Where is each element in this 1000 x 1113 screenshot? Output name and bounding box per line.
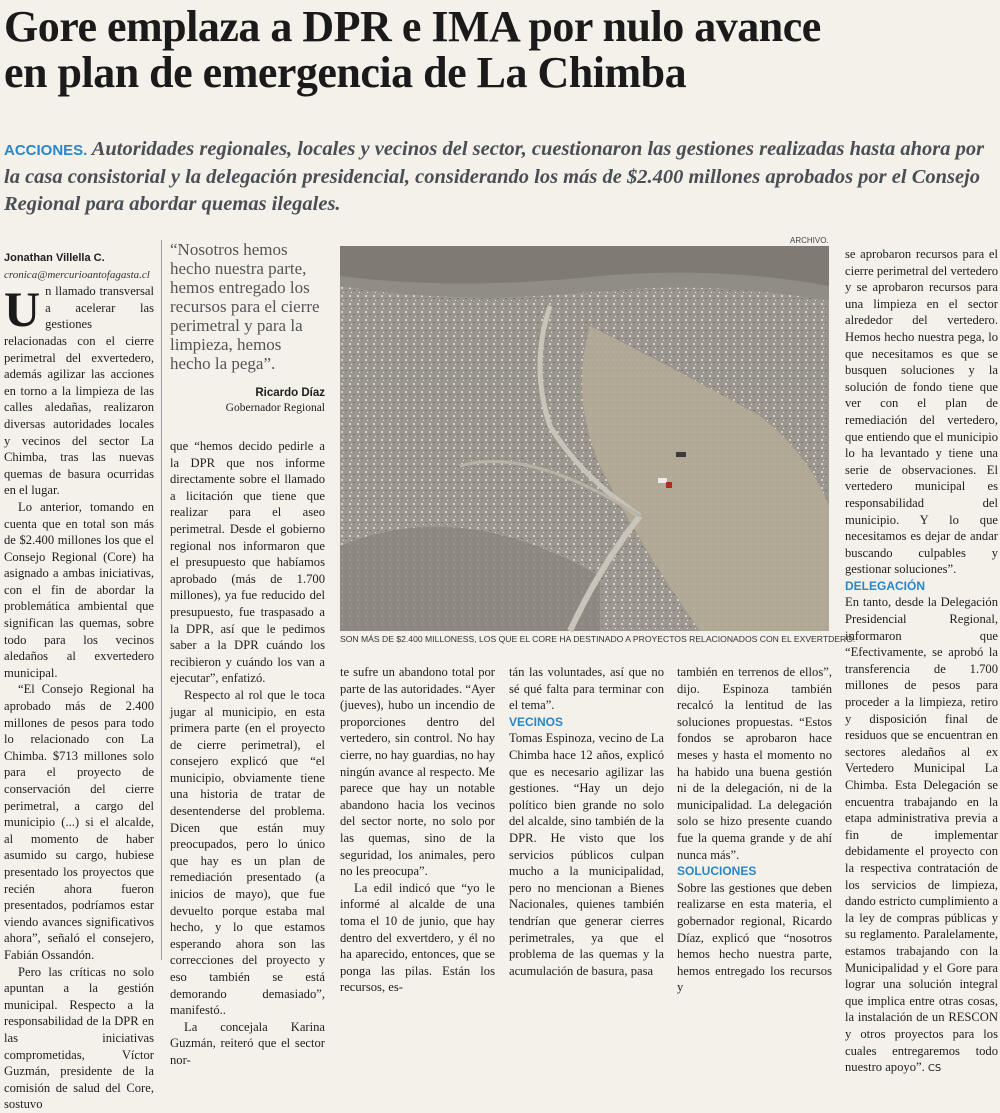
deck	[4, 136, 996, 218]
col1-paragraph-2: Lo anterior, tomando en cuenta que en total son más de $2.400 millones los que el Consejo Regional (Core) ha asignado a ambas iniciativas, con el fin de abordar la problemática ambiental que significan las quemas, sobre todo para los vecinos aledaños al exvertedero municipal.	[4, 499, 154, 680]
col6-paragraph-2-text: En tanto, desde la Delegación Presidencial Regional, informaron que “Efectivamente, se aprobó la transferencia de 1.700 millones de pesos para proceder a la limpieza, retiro y disposición final de residuos que se encuentran en sectores aledaños al ex Vertedero Municipal La Chimba. Esta Delegación se encuentra trabajando en la etapa administrativa previa a fin de implementar debidamente el proyecto con la respectiva contratación de los servicios de limpieza, dando estricto cumplimiento a la ley de compras públicas y su reglamento. Paralelamente, estamos trabajando con la Municipalidad y el Gore para lograr una solución integral que implica entre otras cosas, la instalación de un RESCON y otros proyectos para los cuales entregaremos todo nuestro apoyo”.	[845, 595, 998, 1075]
col2-paragraph-2: Respecto al rol que le toca jugar al municipio, en esta primera parte (en el proyecto de cierre perimetral), el consejero explicó que “el municipio, obviamente tiene una historia de tratar de desentenderse del problema. Dicen que están muy preocupados, pero lo único que hay es un plan de remediación presentado (a inicios de mayo), que fue devuelto porque estaba mal hecho, y lo que estamos esperando ahora son las correcciones del proyecto y eso también se está demorando demasiado”, manifestó..	[170, 687, 325, 1018]
pull-quote: “Nosotros hemos hecho nuestra parte, hemos entregado los recursos para el cierre perimetral y para la limpieza, hemos hecho la pega”.	[170, 240, 320, 373]
col5-paragraph-1: también en terrenos de ellos”, dijo. Espinoza también recalcó la lentitud de las soluciones propuestas. “Estos fondos se aprobaron hace meses y hasta el momento no ha habido una buena gestión ni de la delegación, ni de la municipalidad. La delegación solo se hizo presente cuando fue la quema grande y de ahí nunca más”.	[677, 665, 832, 862]
pull-quote-role: Gobernador Regional	[225, 402, 325, 414]
column-4	[509, 664, 664, 978]
byline-author: Jonathan Villella C.	[4, 252, 105, 264]
col1-paragraph-3: “El Consejo Regional ha aprobado más de 2.400 millones de pesos para todo lo relacionado con La Chimba. $713 millones solo para el proyecto de conservación del cierre perimetral, a cargo del municipio (...) si el alcalde, al momento de haber asumido su cargo, hubiese presentado los proyectos que recién ahora fueron presentados, podríamos estar viendo avances significativos ahora”, señaló el consejero, Fabián Ossandón.	[4, 682, 154, 962]
column-5	[677, 664, 832, 995]
col6-paragraph-1: se aprobaron recursos para el cierre perimetral del vertedero y se aprobaron recursos para una limpieza en el sector alrededor del vertedero. Hemos hecho nuestra pega, lo que necesitamos es que se busquen soluciones y la solución de fondo tiene que ver con el plan de remediación del vertedero, que entiendo que el municipio lo ha levantado y tiene una serie de observaciones. El vertedero municipal es responsabilidad del municipio. Y lo que necesitamos es dejar de andar buscando culpables y gestionar soluciones”.	[845, 247, 998, 577]
col1-paragraph-4: Pero las críticas no solo apuntan a la gestión municipal. Respecto a la responsabilidad de la DPR en las iniciativas comprometidas, Víctor Guzmán, presidente de la comisión de salud del Core, sostuvo	[4, 964, 154, 1112]
end-mark: CS	[927, 1063, 942, 1075]
landfill-photo	[340, 246, 829, 631]
pull-quote-name: Ricardo Díaz	[255, 387, 325, 399]
col3-paragraph-2: La edil indicó que “yo le informé al alcalde de una toma el 10 de junio, que hay dentro del exvertdero, y él no ha aparecido, entonces, que se ponga las pilas. Están los recursos, es-	[340, 880, 495, 995]
photo-credit: ARCHIVO.	[790, 236, 829, 245]
pull-quote-attribution	[170, 386, 325, 416]
subhead-vecinos: VECINOS	[509, 714, 564, 729]
col5-paragraph-2: Sobre las gestiones que deben realizarse en esta materia, el gobernador regional, Ricardo Díaz, explicó que “nosotros hemos hecho nuestra parte, hemos entregado los recursos y	[677, 880, 832, 995]
deck-tag: ACCIONES.	[4, 142, 88, 159]
col2-paragraph-1: que “hemos decido pedirle a la DPR que nos informe directamente sobre el llamado a licitación que tiene que realizar para el aseo perimetral. Desde el gobierno regional nos informaron que el presupuesto que habíamos aprobado (más de 1.700 millones), ya fue reducido del presupuesto, fue traspasado a la DPR, así que le pedimos saber a la DPR cuándo los recibieron y cuándo los van a ejecutar”, enfatizó.	[170, 439, 325, 686]
col3-paragraph-1: te sufre un abandono total por parte de las autoridades. “Ayer (jueves), hubo un incendio de proporciones dentro del vertedero, sin control. No hay cierre, no hay guardias, no hay ningún avance al respecto. Me parece que hay un notable abandono hacia los vecinos del sector norte, no solo por las quemas, sino de la seguridad, los animales, pero no les preocupa”.	[340, 665, 495, 879]
col4-paragraph-1: tán las voluntades, así que no sé qué falta para terminar con el tema”.	[509, 665, 664, 713]
column-divider	[161, 240, 162, 960]
subhead-soluciones: SOLUCIONES	[677, 864, 757, 879]
column-6	[845, 246, 998, 1075]
byline-email: cronica@mercurioantofagasta.cl	[4, 268, 150, 281]
col1-paragraph-1	[4, 283, 154, 499]
col4-paragraph-2: Tomas Espinoza, vecino de La Chimba hace 12 años, explicó que es necesario agilizar las gestiones. “Hay un dejo político bien grande no solo del alcalde, sino también de la DPR. He visto que los servicios públicos culpan mucho a la municipalidad, pero no mencionan a Bienes Nacionales, quienes también tendrían que generar cierres perimetrales, ya que el problema de las quemas y la acumulación de basura, pasa	[509, 731, 664, 978]
subhead-delegacion: DELEGACIÓN	[845, 578, 926, 593]
deck-text: Autoridades regionales, locales y vecinos del sector, cuestionaron las gestiones realizadas hasta ahora por la casa consistorial y la delegación presidencial, considerando los más de $2.400 millones aprobados por el Consejo Regional para abordar quemas ilegales.	[4, 138, 985, 215]
headline-line-2: en plan de emergencia de La Chimba	[4, 48, 687, 97]
col1-paragraph-1-text: n llamado transversal a acelerar las gestiones relacionadas con el cierre perimetral del exvertedero, además agilizar las acciones en torno a la limpieza de las calles aledañas, realizaron diversas autoridades locales y vecinos del sector La Chimba, tras las nuevas quemas de basura ocurridas en el lugar.	[4, 284, 154, 498]
photo-caption: SON MÁS DE $2.400 MILLONESS, LOS QUE EL CORE HA DESTINADO A PROYECTOS RELACIONADOS CON EL EXVERTDERO.	[340, 634, 856, 644]
headline-line-1: Gore emplaza a DPR e IMA por nulo avance	[4, 2, 821, 51]
headline	[4, 4, 994, 96]
column-3	[340, 664, 495, 995]
col6-paragraph-2	[845, 594, 998, 1077]
col2-paragraph-3: La concejala Karina Guzmán, reiteró que el sector nor-	[170, 1019, 325, 1067]
column-2	[170, 438, 325, 1067]
drop-cap: U	[4, 281, 41, 338]
column-1	[4, 250, 154, 1112]
landfill-aerial-image	[340, 246, 829, 631]
